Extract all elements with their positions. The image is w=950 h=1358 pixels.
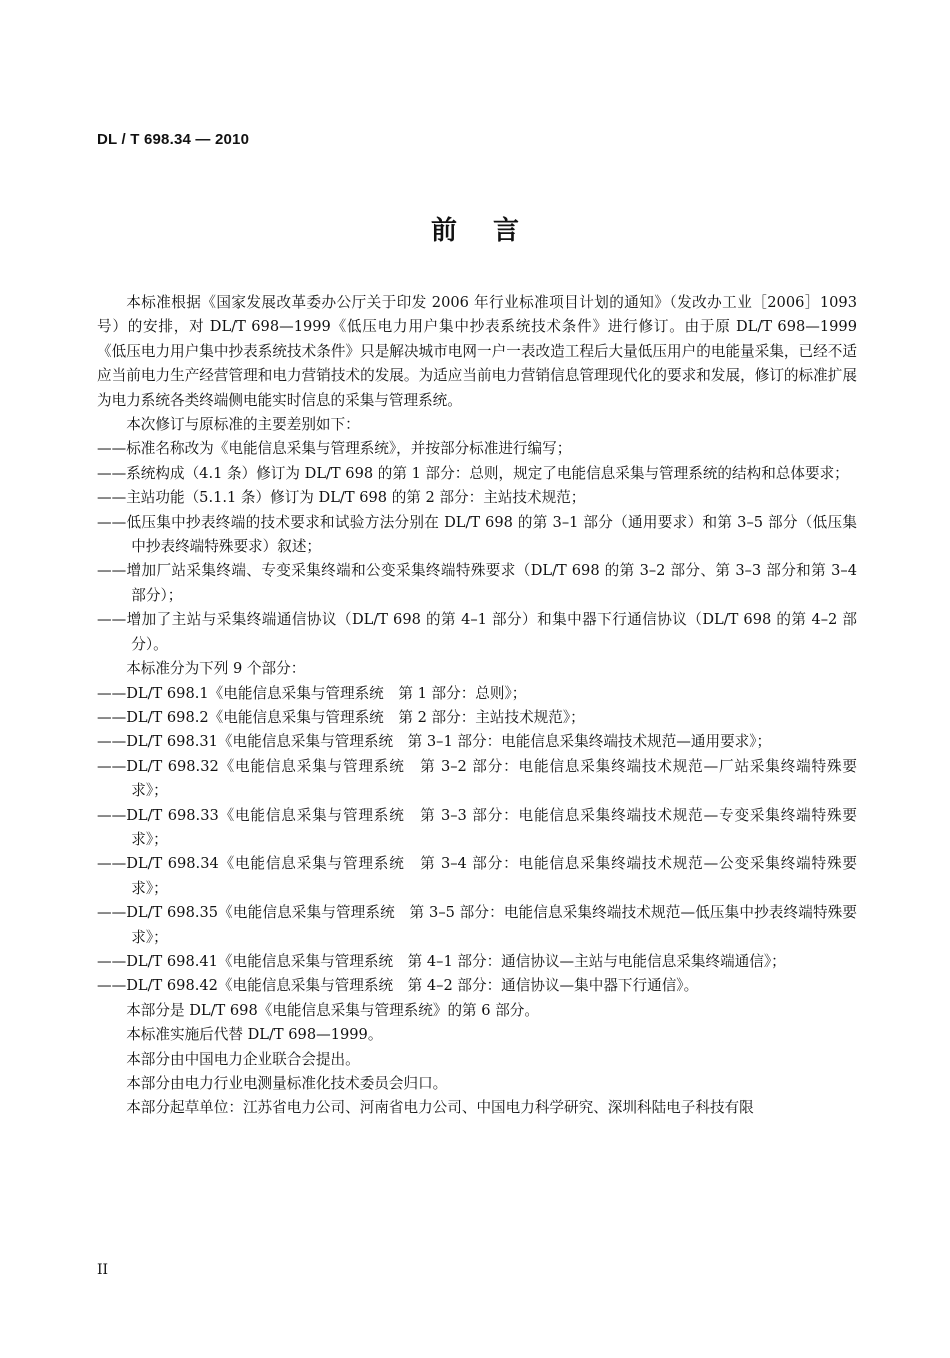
change-item: ——标准名称改为《电能信息采集与管理系统》，并按部分标准进行编写； [97, 440, 572, 458]
page-number: II [97, 1262, 109, 1278]
closing-line: 本部分是 DL/T 698《电能信息采集与管理系统》的第 6 部分。 [126, 1001, 539, 1019]
closing-line: 本部分起草单位：江苏省电力公司、河南省电力公司、中国电力科学研究、深圳科陆电子科技有限 [126, 1099, 754, 1117]
closing-line: 本部分由电力行业电测量标准化技术委员会归口。 [126, 1075, 448, 1092]
part-item: ——DL/T 698.31《电能信息采集与管理系统 第 3–1 部分：电能信息采集终端技术规范—通用要求》； [97, 733, 772, 751]
part-item: ——DL/T 698.2《电能信息采集与管理系统 第 2 部分：主站技术规范》； [97, 708, 585, 726]
change-item: ——主站功能（5.1.1 条）修订为 DL/T 698 的第 2 部分：主站技术规范； [97, 489, 586, 507]
part-item: ——DL/T 698.34《电能信息采集与管理系统 第 3–4 部分：电能信息采集终端技术规范—公变采集终端特殊要求》； [97, 855, 857, 897]
change-item: ——增加了主站与采集终端通信协议（DL/T 698 的第 4–1 部分）和集中器下行通信协议（DL/T 698 的第 4–2 部分）。 [97, 611, 857, 653]
part-item: ——DL/T 698.1《电能信息采集与管理系统 第 1 部分：总则》； [97, 684, 527, 702]
intro-paragraph: 本标准根据《国家发展改革委办公厅关于印发 2006 年行业标准项目计划的通知》（发改办工业［2006］1093 号）的安排，对 DL/T 698—1999《低压电力用户集中抄表系统技术条件》进行修订。由于原 DL/T 698—1999《低压电力用户集中抄表系统技术条件》只是解决城市电网一户一表改造工程后大量低压用户的电能量采集，已经不适应当前电力生产经营管理和电力营销技术的发展。为适应当前电力营销信息管理现代化的要求和发展，修订的标准扩展为电力系统各类终端侧电能实时信息的采集与管理系统。 [97, 294, 857, 409]
page-title: 前言 [430, 216, 555, 246]
part-item: ——DL/T 698.41《电能信息采集与管理系统 第 4–1 部分：通信协议—主站与电能信息采集终端通信》； [97, 952, 786, 970]
document-id: DL / T 698.34 — 2010 [97, 131, 250, 148]
parts-heading: 本标准分为下列 9 个部分： [126, 660, 306, 678]
part-item: ——DL/T 698.35《电能信息采集与管理系统 第 3–5 部分：电能信息采集终端技术规范—低压集中抄表终端特殊要求》； [97, 904, 857, 946]
change-item: ——系统构成（4.1 条）修订为 DL/T 698 的第 1 部分：总则，规定了电能信息采集与管理系统的结构和总体要求； [97, 464, 849, 482]
changes-heading: 本次修订与原标准的主要差别如下： [126, 416, 360, 434]
part-item: ——DL/T 698.33《电能信息采集与管理系统 第 3–3 部分：电能信息采集终端技术规范—专变采集终端特殊要求》； [97, 806, 857, 848]
closing-line: 本标准实施后代替 DL/T 698—1999。 [126, 1026, 383, 1044]
part-item: ——DL/T 698.42《电能信息采集与管理系统 第 4–2 部分：通信协议—集中器下行通信》。 [97, 977, 699, 995]
part-item: ——DL/T 698.32《电能信息采集与管理系统 第 3–2 部分：电能信息采集终端技术规范—厂站采集终端特殊要求》； [97, 757, 857, 800]
foreword-body [97, 291, 857, 1121]
change-item: ——增加厂站采集终端、专变采集终端和公变采集终端特殊要求（DL/T 698 的第 3–2 部分、第 3–3 部分和第 3–4 部分）； [97, 562, 857, 604]
change-item: ——低压集中抄表终端的技术要求和试验方法分别在 DL/T 698 的第 3–1 部分（通用要求）和第 3–5 部分（低压集中抄表终端特殊要求）叙述； [97, 513, 857, 556]
closing-line: 本部分由中国电力企业联合会提出。 [126, 1050, 360, 1068]
